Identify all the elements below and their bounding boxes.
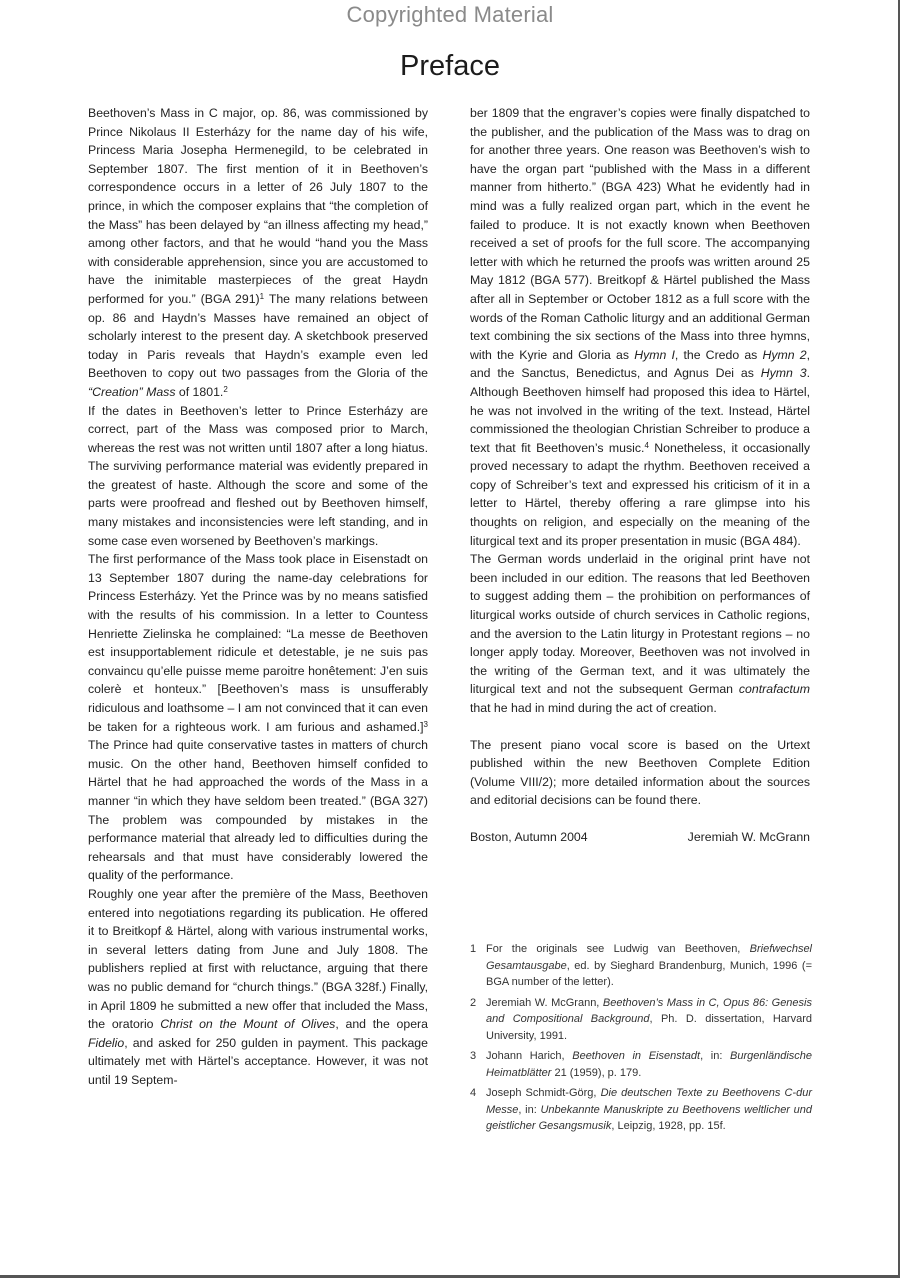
signature-place-date: Boston, Autumn 2004 (470, 829, 588, 844)
footnote-text: Joseph Schmidt-Görg, Die deutschen Texte zu Beethovens C-dur Messe, in: Unbekannte Manuskripte zu Beethovens weltlicher und geistlicher Gesangsmusik, Leipzig, 1928, pp. 15f. (486, 1087, 813, 1132)
footnote (470, 1048, 812, 1081)
paragraph: Roughly one year after the première of the Mass, Beethoven entered into negotiations regarding its publication. He offered it to Breitkopf & Härtel, along with various instrumental works, in several letters dating from June and July 1808. The publishers replied at first with reluctance, arguing that there was no public demand for “church things.” (BGA 328f.) Finally, in April 1809 he submitted a new offer that included the Mass, the oratorio Christ on the Mount of Olives, and the opera Fidelio, and asked for 250 gulden in payment. This package ultimately met with Härtel’s acceptance. However, it was not until 19 Septem- (88, 886, 428, 1087)
left-text-column (88, 104, 428, 1089)
signature-author: Jeremiah W. McGrann (687, 829, 810, 844)
footnote (470, 941, 812, 991)
paragraph: The first performance of the Mass took place in Eisenstadt on 13 September 1807 during the name-day celebrations for Princess Esterházy. Yet the Prince was by no means satisfied with the results of his commission. In a letter to Countess Henriette Zielinska he complained: “La messe de Beethoven est insupportablement ridicule et detestable, je ne suis pas convaincu qu’elle puisse meme paroitre honêtement: J’en suis colerè et honteux.” [Beethoven’s mass is unsufferably ridiculous and loathsome – I am not convinced that it can even be taken for a righteous work. I am furious and ashamed.]$^3$ The Prince had quite conservative tastes in matters of church music. On the other hand, Beethoven himself confided to Härtel that he had approached the words of the Mass in a manner “in which they have seldom been treated.” (BGA 327) The problem was compounded by mistakes in the performance material that already led to difficulties during the rehearsals and that must have considerably lowered the quality of the performance. (88, 552, 428, 883)
footnote-text: Jeremiah W. McGrann, Beethoven’s Mass in C, Opus 86: Genesis and Compositional Background, Ph. D. dissertation, Harvard University, 1991. (486, 996, 812, 1042)
copyright-watermark: Copyrighted Material (346, 2, 554, 27)
footnote-number: 2 (470, 996, 477, 1009)
paragraph: Beethoven’s Mass in C major, op. 86, was commissioned by Prince Nikolaus II Esterházy for the name day of his wife, Princess Maria Josepha Hermenegild, to be celebrated in September 1807. The first mention of it in Beethoven’s correspondence occurs in a letter of 26 July 1807 to the prince, in which the composer explains that “the completion of the Mass” has been delayed by “an illness affecting my head,” among other factors, and that he would “hand you the Mass with considerable apprehension, since you are accustomed to have the inimitable masterpieces of the great Haydn performed for you.” (BGA 291)$^1$ The many relations between op. 86 and Haydn’s Masses have remained an object of scholarly interest to the present day. A sketchbook preserved today in Paris reveals that Haydn’s example even led Beethoven to copy out two passages from the Gloria of the “Creation” Mass of 1801.$^2$ (88, 106, 428, 399)
footnote (470, 995, 812, 1045)
page-title: Preface (400, 50, 500, 82)
footnote-number: 3 (470, 1050, 477, 1062)
footnote-number: 4 (470, 1087, 477, 1099)
paragraph: The German words underlaid in the original print have not been included in our edition. The reasons that led Beethoven to suggest adding them – the prohibition on performances of liturgical works outside of church services in Catholic regions, and the aversion to the Latin liturgy in Protestant regions – no longer apply today. Moreover, Beethoven was not involved in the writing of the German text, and it was ultimately the liturgical text and not the subsequent German contrafactum that he had in mind during the act of creation. (470, 552, 810, 715)
signature-line (470, 828, 810, 847)
paragraph: ber 1809 that the engraver’s copies were finally dispatched to the publisher, and the publication of the Mass was to drag on for another three years. One reason was Beethoven’s wish to have the organ part “published with the Mass in a different manner from hitherto.” (BGA 423) What he evidently had in mind was a fully realized organ part, which in the event he failed to produce. It is not exactly known when Beethoven received a set of proofs for the full score. The accompanying letter with which he returned the proofs was written around 25 May 1812 (BGA 577). Breitkopf & Härtel published the Mass after all in September or October 1812 as a full score with the words of the Roman Catholic liturgy and an additional German text combining the six sections of the Mass into three hymns, with the Kyrie and Gloria as Hymn I, the Credo as Hymn 2, and the Sanctus, Benedictus, and Agnus Dei as Hymn 3. Although Beethoven himself had proposed this idea to Härtel, he was not involved in the writing of the text. Instead, Härtel commissioned the theologian Christian Schreiber to produce a text that fit Beethoven’s music.$^4$ Nonetheless, it occasionally proved necessary to adapt the rhythm. Beethoven received a copy of Schreiber’s text and expressed his criticism of it in a letter to Härtel, thereby offering a rare glimpse into his thoughts on religion, and especially on the meaning of the liturgical text and its proper presentation in music (BGA 484). (470, 106, 810, 548)
footnotes (470, 941, 812, 1139)
footnote-number: 1 (470, 943, 477, 955)
paragraph: If the dates in Beethoven’s letter to Prince Esterházy are correct, part of the Mass was composed prior to March, whereas the rest was not written until 1807 after a long hiatus. The surviving performance material was evidently prepared in the greatest of haste. Although the score and some of the parts were proofread and fleshed out by Beethoven himself, many mistakes and inconsistencies were left standing, and in some case even worsened by Beethoven’s markings. (88, 403, 428, 548)
right-text-column (470, 104, 810, 847)
footnote (470, 1085, 812, 1135)
footnote-text: Johann Harich, Beethoven in Eisenstadt, in: Burgenländische Heimatblätter 21 (1959), p. 179. (486, 1050, 812, 1079)
paragraph: The present piano vocal score is based on the Urtext published within the new Beethoven Complete Edition (Volume VIII/2); more detailed information about the sources and editorial decisions can be found there. (470, 737, 810, 808)
footnote-text: For the originals see Ludwig van Beethoven, Briefwechsel Gesamtausgabe, ed. by Sieghard Brandenburg, Munich, 1996 (= BGA number of the letter). (486, 943, 812, 988)
